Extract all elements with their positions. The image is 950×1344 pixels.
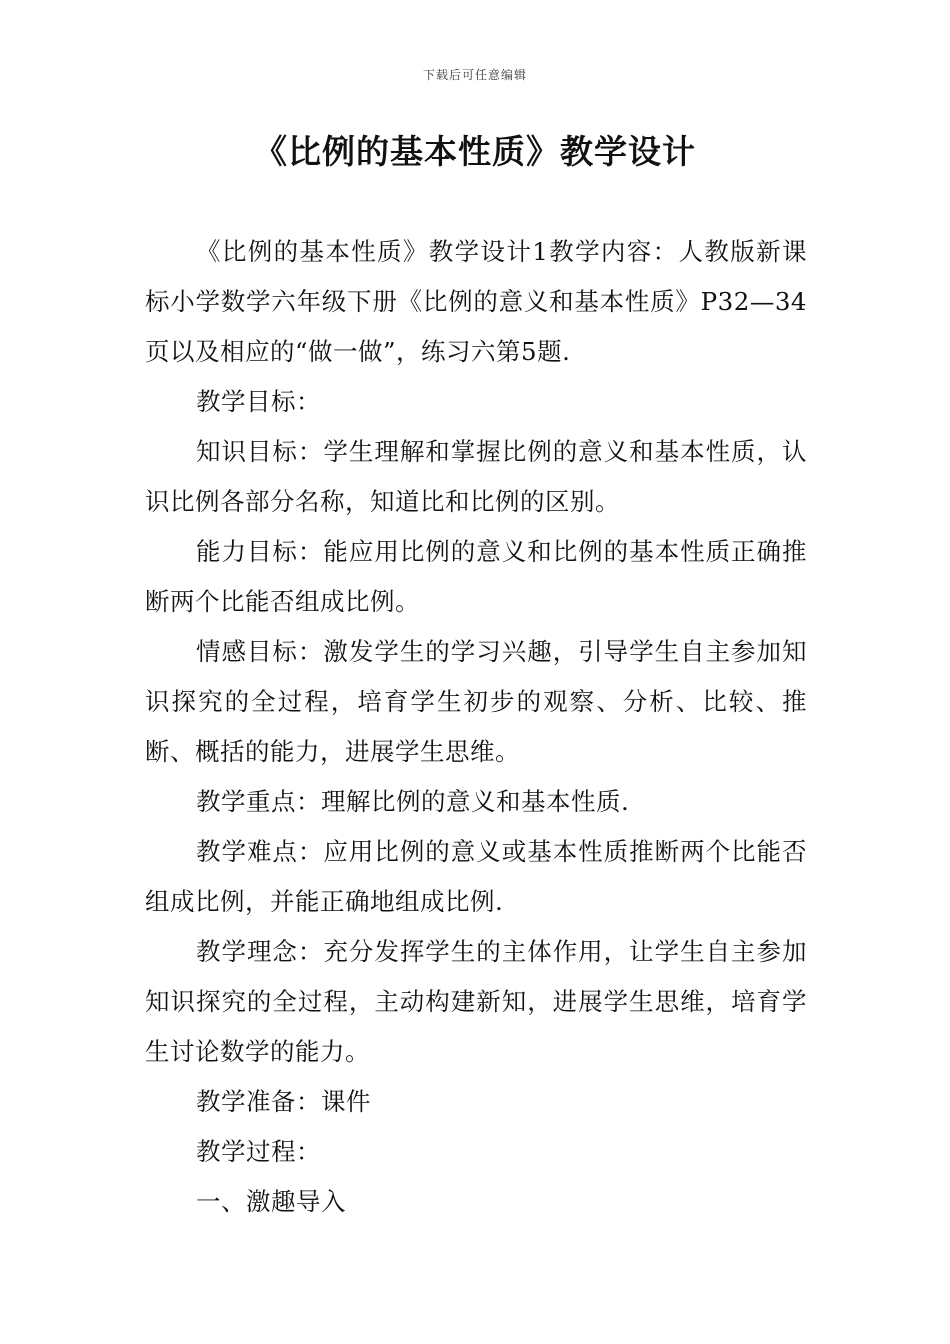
paragraph-key-point: 教学重点：理解比例的意义和基本性质. [196, 787, 630, 816]
paragraph-emotion-objective: 情感目标：激发学生的学习兴趣，引导学生自主参加知识探究的全过程，培育学生初步的观察、分析、比较、推断、概括的能力，进展学生思维。 [145, 637, 807, 766]
paragraph-process-heading: 教学过程： [196, 1137, 321, 1166]
paragraph-philosophy: 教学理念：充分发挥学生的主体作用，让学生自主参加知识探究的全过程，主动构建新知，进展学生思维，培育学生讨论数学的能力。 [145, 937, 807, 1066]
header-note: 下载后可任意编辑 [422, 68, 527, 82]
document-title: 《比例的基本性质》教学设计 [254, 132, 696, 171]
paragraph-section-one: 一、激趣导入 [196, 1187, 346, 1216]
paragraph-knowledge-objective: 知识目标：学生理解和掌握比例的意义和基本性质，认识比例各部分名称，知道比和比例的区别。 [145, 437, 807, 516]
paragraph-preparation: 教学准备：课件 [196, 1087, 371, 1116]
paragraph-ability-objective: 能力目标：能应用比例的意义和比例的基本性质正确推断两个比能否组成比例。 [145, 537, 807, 616]
document-body [145, 227, 807, 1227]
paragraph-intro: 《比例的基本性质》教学设计1教学内容：人教版新课标小学数学六年级下册《比例的意义和基本性质》P32—34页以及相应的“做一做”，练习六第5题. [145, 237, 807, 366]
paragraph-objectives-heading: 教学目标： [196, 387, 321, 416]
paragraph-difficulty: 教学难点：应用比例的意义或基本性质推断两个比能否组成比例，并能正确地组成比例. [145, 837, 807, 916]
